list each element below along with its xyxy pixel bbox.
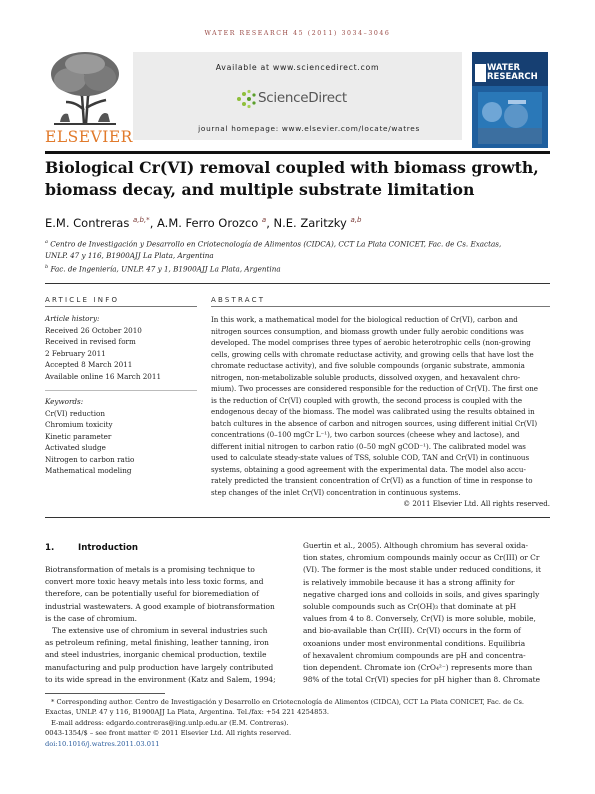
article-info-heading: ARTICLE INFO	[45, 296, 120, 304]
body-line: is relatively immobile because it has a strong affinity for	[303, 577, 515, 587]
intro-left-column	[45, 564, 288, 686]
abstract-line: nitrogen sources consumption, and biomass growth under fully aerobic conditions was	[211, 326, 524, 336]
history-divider	[45, 390, 197, 391]
body-line: negative charged ions and colloids in soils, and gives sparingly	[303, 589, 540, 599]
abstract-bottom-rule	[45, 517, 550, 518]
footnote-rule	[45, 693, 165, 694]
author-affiliation-mark[interactable]: a,b,*	[133, 216, 150, 225]
body-line: convert more toxic heavy metals into less toxic forms, and	[45, 577, 264, 587]
keyword-item: Cr(VI) reduction	[45, 408, 105, 418]
footnotes	[45, 697, 550, 749]
section-title: Introduction	[78, 543, 139, 553]
body-line: tion states, chromium compounds mainly occur as Cr(III) or Cr	[303, 553, 540, 563]
cover-plant-image	[478, 92, 542, 144]
article-title-line1: Biological Cr(VI) removal coupled with biomass growth,	[45, 158, 539, 177]
journal-homepage-link[interactable]: journal homepage: www.elsevier.com/locate/watres	[198, 124, 420, 133]
issn-line: 0043-1354/$ – see front matter © 2011 Elsevier Ltd. All rights reserved.	[45, 729, 292, 738]
section-number: 1.	[45, 543, 55, 553]
corresponding-author-address: Exactas, UNLP. 47 y 116, B1900AJJ La Plata, Argentina. Tel./fax: +54 221 4254853.	[45, 708, 329, 717]
abstract-line: step changes of the inlet Cr(VI) concentration in continuous systems.	[211, 487, 461, 497]
keyword-item: Kinetic parameter	[45, 431, 112, 441]
author-affiliation-mark[interactable]: a	[261, 216, 267, 225]
elsevier-wordmark: ELSEVIER	[45, 128, 133, 146]
body-line: manufacturing and pulp production have largely contributed	[45, 662, 274, 672]
body-line: Guertin et al., 2005). Although chromium has several oxida-	[303, 541, 529, 550]
affiliation-a: $^a$ Centro de Investigación y Desarrollo en Criotecnología de Alimentos (CIDCA), CCT La Plata CONICET, Fac. de Cs. Exactas, UNLP. 47 y 116, B1900AJJ La Plata, Argentina	[45, 236, 550, 262]
abstract-rule	[211, 306, 550, 307]
abstract-line: used to calculate steady-state values of TSS, soluble COD, TAN and Cr(VI) in continuous	[211, 453, 530, 462]
history-item: Accepted 8 March 2011	[45, 360, 133, 369]
article-info-rule	[45, 306, 197, 307]
abstract-heading: ABSTRACT	[211, 296, 266, 304]
abstract-body	[211, 314, 550, 498]
copyright-notice: © 2011 Elsevier Ltd. All rights reserved.	[403, 499, 550, 508]
history-item: Received in revised form	[45, 337, 136, 346]
author-affiliation-mark[interactable]: a,b	[350, 216, 362, 225]
elsevier-tree-icon	[48, 50, 122, 126]
abstract-line: batch cultures in the absence of carbon and nitrogen sources, using different initial Cr(VI)	[211, 418, 538, 428]
article-title	[45, 157, 550, 201]
doi-link[interactable]: doi:10.1016/j.watres.2011.03.011	[45, 739, 160, 748]
keyword-item: Chromium toxicity	[45, 420, 113, 429]
body-line: Biotransformation of metals is a promising technique to	[45, 565, 255, 574]
abstract-line: is the reduction of Cr(VI) coupled with growth, the second process is coupled with the	[211, 395, 523, 405]
body-line: and steel industries, inorganic chemical production, textile	[45, 650, 267, 660]
article-title-line2: biomass decay, and multiple substrate limitation	[45, 180, 475, 199]
keyword-item: Nitrogen to carbon ratio	[45, 454, 135, 464]
abstract-line: different initial nitrogen to carbon ratio (0–50 mgN gCOD⁻¹). The calibrated model was	[211, 441, 526, 451]
keyword-item: Activated sludge	[45, 443, 106, 452]
body-line: tion dependent. Chromate ion (CrO₄²⁻) represents more than	[303, 663, 533, 673]
corresponding-author-note: * Corresponding author. Centro de Investigación y Desarrollo en Criotecnología de Alimentos (CIDCA), CCT La Plata CONICET, Fac. de Cs.	[51, 698, 524, 706]
author-name[interactable]: A.M. Ferro Orozco	[157, 216, 259, 230]
intro-right-column	[303, 540, 550, 686]
author-name[interactable]: E.M. Contreras	[45, 216, 130, 230]
body-line: therefore, can be potentially useful for bioremediation of	[45, 589, 259, 599]
abstract-line: endogenous decay of the biomass. The model was calibrated using the results obtained in	[211, 407, 535, 416]
keywords-label: Keywords:	[45, 397, 84, 406]
sciencedirect-wordmark: ScienceDirect	[258, 90, 347, 106]
history-item: Available online 16 March 2011	[45, 371, 162, 381]
header-rule	[45, 151, 550, 154]
body-line: is the case of chromium.	[45, 613, 137, 623]
abstract-line: chromate reductase activity), and five soluble compounds (organic substrate, ammonia	[211, 361, 525, 370]
keyword-item: Mathematical modeling	[45, 466, 132, 475]
email-address[interactable]: E-mail address: edgardo.contreras@ing.unlp.edu.ar (E.M. Contreras).	[51, 718, 289, 727]
sciencedirect-dots-icon	[236, 89, 256, 109]
available-at-link[interactable]: Available at www.sciencedirect.com	[215, 63, 380, 72]
article-history-label: Article history:	[45, 314, 100, 323]
body-line: soluble compounds such as Cr(OH)₃ that dominate at pH	[303, 602, 517, 612]
journal-cover[interactable]	[472, 52, 548, 148]
body-line: to its wide spread in the environment (Katz and Salem, 1994;	[45, 674, 276, 684]
elsevier-logo	[45, 50, 133, 146]
body-line: 98% of the total Cr(VI) species for pH higher than 8. Chromate	[303, 675, 541, 685]
body-line: of hexavalent chromium compounds are pH and concentra-	[303, 650, 526, 660]
section-heading-introduction	[45, 543, 138, 553]
article-history	[45, 313, 197, 382]
cover-title-line1: WATER	[487, 63, 521, 73]
affiliation-b-text: Fac. de Ingeniería, UNLP. 47 y 1, B1900AJJ La Plata, Argentina	[50, 264, 281, 274]
cover-title	[487, 64, 538, 82]
body-line: as petroleum refining, metal finishing, leather tanning, iron	[45, 638, 269, 648]
abstract-line: mium). Two processes are considered responsible for the reduction of Cr(VI). The first one	[211, 384, 538, 393]
cover-logo-icon	[475, 64, 486, 82]
abstract-line: systems, obtaining a good agreement with the experimental data. The model also accu-	[211, 464, 526, 474]
sciencedirect-logo[interactable]	[236, 88, 361, 110]
history-item: 2 February 2011	[45, 348, 106, 358]
affiliation-b: $^b$ Fac. de Ingeniería, UNLP. 47 y 1, B1900AJJ La Plata, Argentina	[45, 264, 281, 274]
running-head: WATER RESEARCH 45 (2011) 3034–3046	[204, 30, 391, 37]
body-line: values from 4 to 8. Conversely, Cr(VI) is more soluble, mobile,	[303, 614, 536, 624]
abstract-line: rately predicted the transient concentration of Cr(VI) as a function of time in response to	[211, 476, 533, 485]
affiliation-rule	[45, 283, 550, 284]
affiliation-a-line1: Centro de Investigación y Desarrollo en Criotecnología de Alimentos (CIDCA), CCT La Plata CONICET, Fac. de Cs. Exactas,	[50, 239, 502, 249]
cover-title-line2: RESEARCH	[487, 72, 538, 82]
abstract-line: concentrations (0–100 mgCr L⁻¹), two carbon sources (cheese whey and lactose), and	[211, 430, 520, 439]
abstract-line: developed. The model comprises three types of aerobic heterotrophic cells (non-growing	[211, 338, 531, 347]
history-item: Received 26 October 2010	[45, 325, 142, 335]
abstract-line: nitrogen, non-metabolizable soluble products, dissolved oxygen, and hexavalent chro-	[211, 372, 521, 382]
abstract-line: cells, growing cells with chromate reductase activity, and growing cells that have lost the	[211, 349, 534, 359]
keywords	[45, 396, 197, 477]
abstract-line: In this work, a mathematical model for the biological reduction of Cr(VI), carbon and	[211, 315, 518, 324]
body-line: (VI). The former is the most stable under reduced conditions, it	[303, 565, 541, 575]
body-line: industrial wastewaters. A good example of biotransformation	[45, 601, 275, 611]
body-line: and bio-available than Cr(III). Cr(VI) occurs in the form of	[303, 626, 521, 636]
body-line: The extensive use of chromium in several industries such	[45, 626, 268, 636]
author-list: E.M. Contreras $^{a,b,*}$, A.M. Ferro Orozco $^a$, N.E. Zaritzky $^{a,b}$	[45, 216, 362, 230]
affiliation-a-line2: UNLP. 47 y 116, B1900AJJ La Plata, Argentina	[45, 251, 214, 261]
author-name[interactable]: N.E. Zaritzky	[273, 216, 347, 230]
body-line: oxoanions under most environmental conditions. Equilibria	[303, 638, 526, 648]
